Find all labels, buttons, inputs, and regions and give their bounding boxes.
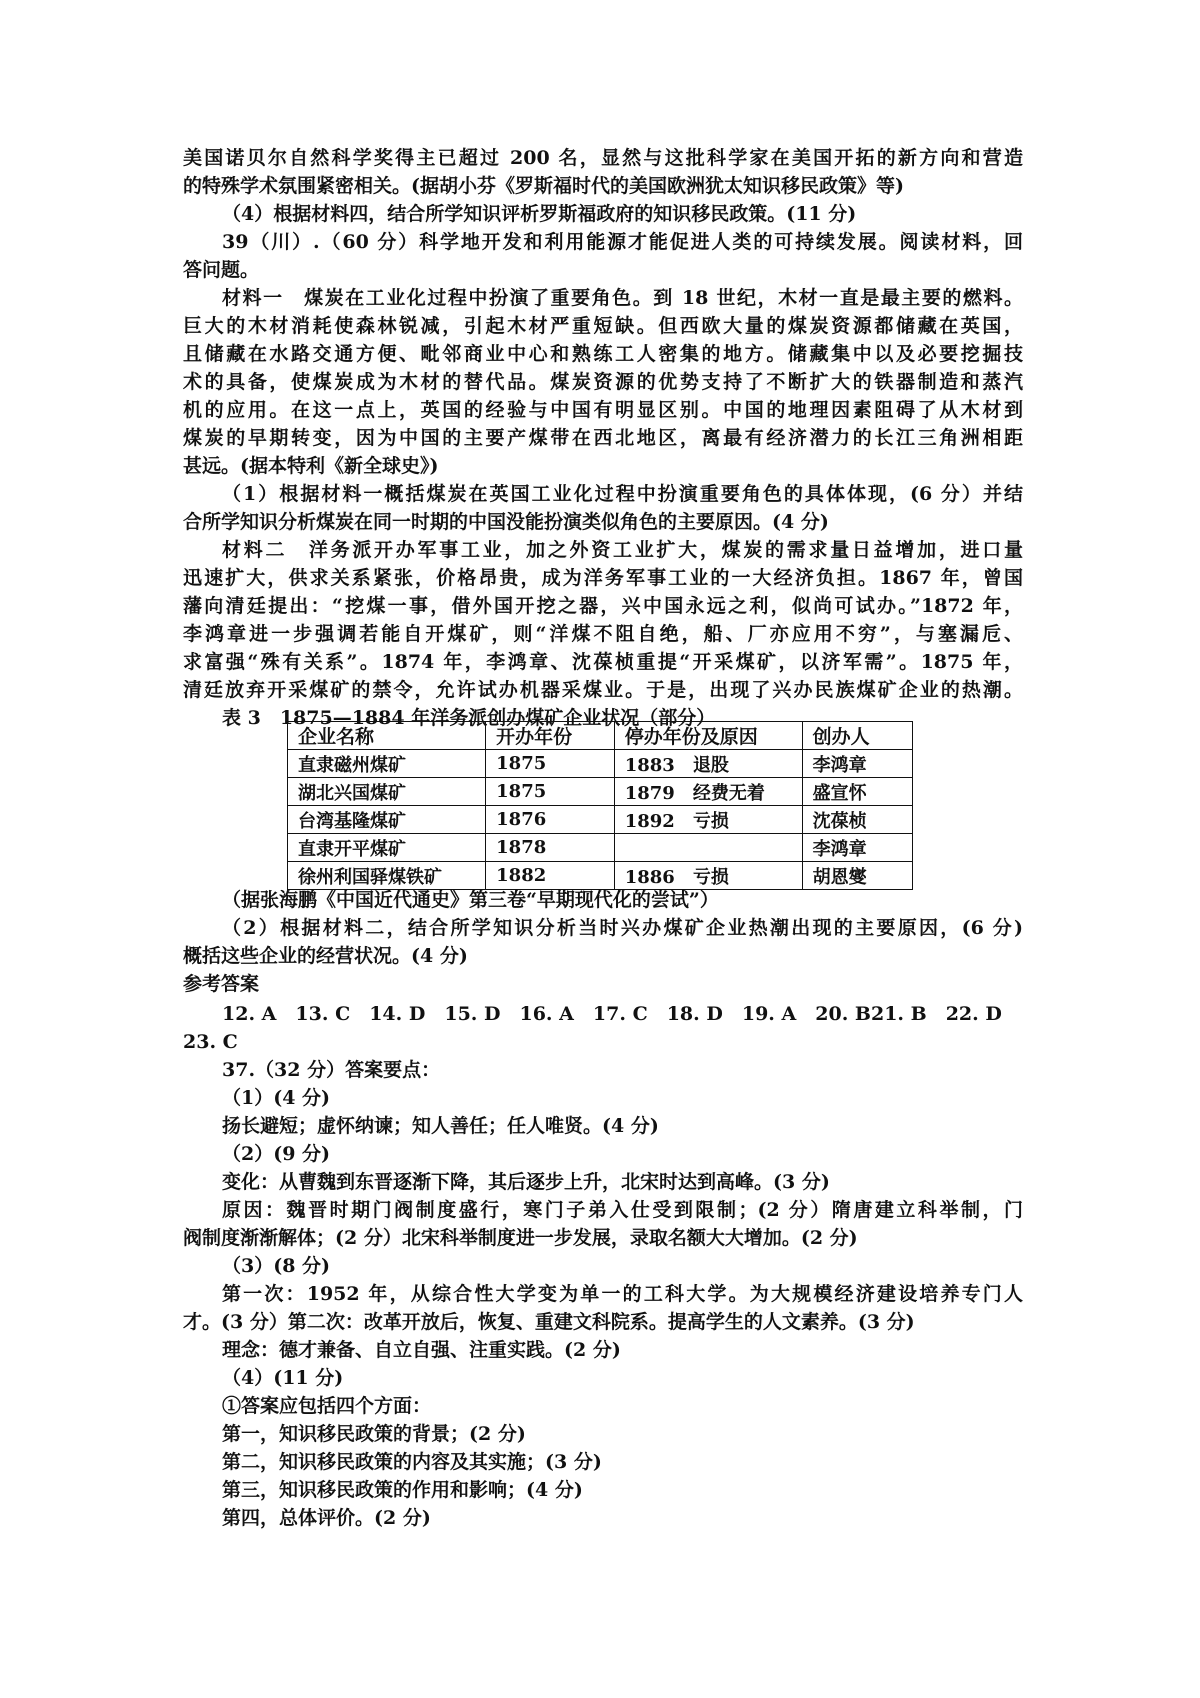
text-line: 答问题。 <box>183 259 260 281</box>
closure-reason: 经费无着 <box>692 782 765 804</box>
closure-reason: 亏损 <box>692 810 729 832</box>
text-line: 机的应用。在这一点上，英国的经验与中国有明显区别。中国的地理因素阻碍了从木材到 <box>183 399 1023 421</box>
table-caption: 表 3 1875—1884 年洋务派创办煤矿企业状况（部分） <box>222 707 716 729</box>
table-row <box>288 806 913 834</box>
text-line: 藩向清廷提出：“挖煤一事，借外国开挖之器，兴中国永远之利，似尚可试办。”1872 年， <box>183 595 1023 617</box>
closure-year: 1886 <box>624 866 675 888</box>
answer-subheading: （2）(9 分) <box>222 1143 331 1165</box>
table-cell <box>614 778 802 806</box>
material-1-text: 材料一 煤炭在工业化过程中扮演了重要角色。到 18 世纪，木材一直是最主要的燃料。 <box>222 287 1023 309</box>
answer-text: 第三，知识移民政策的作用和影响；(4 分) <box>222 1479 583 1501</box>
text-line: 迅速扩大，供求关系紧张，价格昂贵，成为洋务军事工业的一大经济负担。1867 年，曾国 <box>183 567 1023 589</box>
table-cell: 李鸿章 <box>802 834 912 862</box>
answer-subheading: （4）(11 分) <box>222 1367 344 1389</box>
coal-enterprises-table <box>287 721 913 890</box>
question-2-prompt: （2）根据材料二，结合所学知识分析当时兴办煤矿企业热潮出现的主要原因，(6 分) <box>222 917 1023 939</box>
table-header: 停办年份及原因 <box>614 722 802 750</box>
answer-text: 阀制度渐渐解体；(2 分）北宋科举制度进一步发展，录取名额大大增加。(2 分) <box>183 1227 858 1249</box>
text-line: 术的具备，使煤炭成为木材的替代品。煤炭资源的优势支持了不断扩大的铁器制造和蒸汽 <box>183 371 1023 393</box>
answer-text: 第一次：1952 年，从综合性大学变为单一的工科大学。为大规模经济建设培养专门人 <box>222 1283 1023 1305</box>
answer-subheading: （3）(8 分) <box>222 1255 331 1277</box>
answers-heading: 参考答案 <box>183 973 260 995</box>
question-39-heading: 39（川）.（60 分）科学地开发和利用能源才能促进人类的可持续发展。阅读材料，回 <box>222 231 1023 253</box>
text-line: 甚远。(据本特利《新全球史》) <box>183 455 439 477</box>
answer-37-heading: 37.（32 分）答案要点： <box>222 1059 441 1081</box>
table-cell: 徐州利国驿煤铁矿 <box>288 862 486 890</box>
text-line: 且储藏在水路交通方便、毗邻商业中心和熟练工人密集的地方。储藏集中以及必要挖掘技 <box>183 343 1023 365</box>
table-source: （据张海鹏《中国近代通史》第三卷“早期现代化的尝试”） <box>222 889 719 911</box>
closure-year: 1879 <box>624 782 675 804</box>
text-line: 清廷放弃开采煤矿的禁令，允许试办机器采煤业。于是，出现了兴办民族煤矿企业的热潮。 <box>183 679 1023 701</box>
table-header: 开办年份 <box>486 722 615 750</box>
table-cell: 盛宣怀 <box>802 778 912 806</box>
table-cell: 湖北兴国煤矿 <box>288 778 486 806</box>
question-4-prompt: （4）根据材料四，结合所学知识评析罗斯福政府的知识移民政策。(11 分) <box>222 203 857 225</box>
table-header: 创办人 <box>802 722 912 750</box>
answer-text: ①答案应包括四个方面： <box>222 1395 432 1417</box>
text-line: 求富强“殊有关系”。1874 年，李鸿章、沈葆桢重提“开采煤矿，以济军需”。1875 年， <box>183 651 1023 673</box>
table-cell: 胡恩燮 <box>802 862 912 890</box>
closure-reason: 亏损 <box>692 866 729 888</box>
table-row <box>288 778 913 806</box>
multiple-choice-answers: 23. C <box>183 1031 238 1053</box>
answer-text: 第二，知识移民政策的内容及其实施；(3 分) <box>222 1451 602 1473</box>
table-header: 企业名称 <box>288 722 486 750</box>
answer-text: 扬长避短；虚怀纳谏；知人善任；任人唯贤。(4 分) <box>222 1115 659 1137</box>
table-cell: 直隶磁州煤矿 <box>288 750 486 778</box>
table-cell: 1875 <box>486 750 615 778</box>
table-row <box>288 834 913 862</box>
closure-reason: 退股 <box>692 754 729 776</box>
text-line: 李鸿章进一步强调若能自开煤矿，则“洋煤不阻自绝，船、厂亦应用不穷”，与塞漏卮、 <box>183 623 1023 645</box>
table-header-row <box>288 722 913 750</box>
closure-year: 1883 <box>624 754 675 776</box>
material-2-text: 材料二 洋务派开办军事工业，加之外资工业扩大，煤炭的需求量日益增加，进口量 <box>222 539 1023 561</box>
table-cell: 直隶开平煤矿 <box>288 834 486 862</box>
table-cell: 1878 <box>486 834 615 862</box>
table-cell: 1876 <box>486 806 615 834</box>
table-cell <box>614 806 802 834</box>
text-line: 的特殊学术氛围紧密相关。(据胡小芬《罗斯福时代的美国欧洲犹太知识移民政策》等) <box>183 175 904 197</box>
text-line: 煤炭的早期转变，因为中国的主要产煤带在西北地区，离最有经济潜力的长江三角洲相距 <box>183 427 1023 449</box>
question-1-prompt: （1）根据材料一概括煤炭在英国工业化过程中扮演重要角色的具体体现，(6 分）并结 <box>222 483 1023 505</box>
table-cell <box>614 834 802 862</box>
table-cell: 1882 <box>486 862 615 890</box>
answer-text: 原因：魏晋时期门阀制度盛行，寒门子弟入仕受到限制；(2 分）隋唐建立科举制，门 <box>222 1199 1023 1221</box>
text-line: 巨大的木材消耗使森林锐减，引起木材严重短缺。但西欧大量的煤炭资源都储藏在英国， <box>183 315 1023 337</box>
answer-text: 变化：从曹魏到东晋逐渐下降，其后逐步上升，北宋时达到高峰。(3 分) <box>222 1171 830 1193</box>
answer-text: 第四，总体评价。(2 分) <box>222 1507 431 1529</box>
answer-text: 才。(3 分）第二次：改革开放后，恢复、重建文科院系。提高学生的人文素养。(3 分) <box>183 1311 915 1333</box>
table-cell: 1875 <box>486 778 615 806</box>
answer-text: 理念：德才兼备、自立自强、注重实践。(2 分) <box>222 1339 621 1361</box>
table-cell: 李鸿章 <box>802 750 912 778</box>
table-cell: 台湾基隆煤矿 <box>288 806 486 834</box>
table-cell <box>614 750 802 778</box>
text-line: 概括这些企业的经营状况。(4 分) <box>183 945 468 967</box>
answer-subheading: （1）(4 分) <box>222 1087 331 1109</box>
table-row <box>288 750 913 778</box>
multiple-choice-answers: 12. A 13. C 14. D 15. D 16. A 17. C 18. D 19. A 20. B21. B 22. D <box>222 1003 1002 1025</box>
text-line: 美国诺贝尔自然科学奖得主已超过 200 名，显然与这批科学家在美国开拓的新方向和营造 <box>183 147 1023 169</box>
answer-text: 第一，知识移民政策的背景；(2 分) <box>222 1423 526 1445</box>
text-line: 合所学知识分析煤炭在同一时期的中国没能扮演类似角色的主要原因。(4 分) <box>183 511 829 533</box>
table-cell: 沈葆桢 <box>802 806 912 834</box>
closure-year: 1892 <box>624 810 675 832</box>
